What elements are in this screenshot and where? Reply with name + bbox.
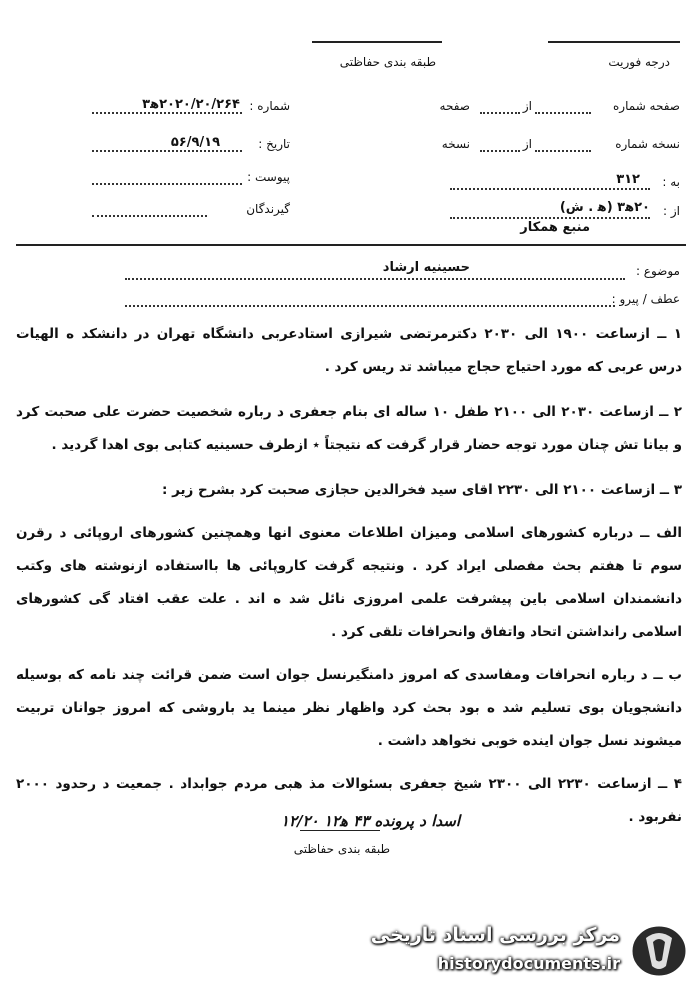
copy-total-dots bbox=[480, 150, 520, 152]
to-dots bbox=[450, 188, 650, 190]
reference-label: عطف / پیرو : bbox=[611, 292, 680, 306]
date-value: ۵۶/۹/۱۹ bbox=[170, 135, 220, 150]
page-of-label: از bbox=[522, 99, 532, 113]
number-dots bbox=[92, 112, 242, 114]
page-word-label: صفحه bbox=[439, 99, 470, 113]
copy-of-label: از bbox=[522, 137, 532, 151]
copy-word-label: نسخه bbox=[441, 137, 470, 151]
watermark-title: مرکز بررسی اسناد تاریخی bbox=[370, 924, 620, 946]
recipients-dots bbox=[92, 215, 207, 217]
paragraph-5: ب ــ د رباره انحرافات ومفاسدی که امروز دامنگیرنسل جوان است ضمن قرائت چند نامه که بوسیله دانشجویان بوی تسلیم شد ه بود بحث کرد واظهار نظر مینما ید باروشی که امروز جوانان تربیت میشوند نسل جوان اینده خوبی نخواهد داشت . bbox=[16, 667, 682, 749]
from-label: از : bbox=[663, 204, 680, 218]
paragraph-6: ۴ ــ ازساعت ۲۲۳۰ الی ۲۳۰۰ شیخ جعفری بسئوالات مذ هبی مردم جوابداد . جمعیت د رحدود ۲۰۰۰ نفربود . bbox=[16, 776, 682, 825]
from-dots bbox=[450, 217, 650, 219]
page-number-dots bbox=[535, 112, 591, 114]
date-dots bbox=[92, 150, 242, 152]
subject-value: حسینیه ارشاد bbox=[382, 260, 470, 275]
priority-label: درجه فوریت bbox=[608, 55, 670, 69]
attachment-dots bbox=[92, 183, 242, 185]
to-label: به : bbox=[662, 175, 680, 189]
signature-underline bbox=[300, 830, 380, 831]
footer-classification-label: طبقه بندی حفاظتی bbox=[293, 842, 390, 856]
copy-number-dots bbox=[535, 150, 591, 152]
attachment-label: پیوست : bbox=[247, 170, 290, 184]
to-value: ۳۱۲ bbox=[616, 172, 640, 187]
from-value: ۲۰ه‍۳ (ه‍ . ش) bbox=[559, 200, 650, 215]
paragraph-2: ۲ ــ ازساعت ۲۰۳۰ الی ۲۱۰۰ طفل ۱۰ ساله ای بنام جعفری د رباره شخصیت حضرت علی صحبت کرد و بیانا تش چنان مورد توجه حضار قرار گرفت که نتیجتاً ٭ ازطرف حسینیه کتابی بوی اهدا گردید . bbox=[16, 404, 682, 453]
date-label: تاریخ : bbox=[258, 137, 290, 151]
source-label: منبع همکار bbox=[520, 220, 590, 235]
copy-number-label: نسخه شماره bbox=[615, 137, 680, 151]
watermark bbox=[370, 920, 692, 982]
paragraph-3: ۳ ــ ازساعت ۲۱۰۰ الی ۲۲۳۰ اقای سید فخرالدین حجازی صحبت کرد بشرح زیر : bbox=[161, 482, 682, 498]
recipients-label: گیرندگان bbox=[246, 202, 290, 216]
page-total-dots bbox=[480, 112, 520, 114]
watermark-url: historydocuments.ir bbox=[437, 954, 620, 973]
priority-line bbox=[548, 41, 680, 43]
body-text bbox=[16, 318, 682, 834]
paragraph-4: الف ــ درباره کشورهای اسلامی ومیزان اطلاعات معنوی انها وهمچنین کشورهای اروپائی د رقرن سوم تا هفتم بحث مفصلی ایراد کرد . ونتیجه گرفت کاروپائی ها بااستفاده ازنوشته های وکتب دانشمندان اسلامی باین پیشرفت علمی امروزی نائل شد ه اند . علت عقب افتاد گی کشورهای اسلامی رانداشتن اتحاد واتفاق وانحرافات تلقی کرد . bbox=[16, 525, 682, 640]
classification-label: طبقه بندی حفاظتی bbox=[339, 55, 436, 69]
subject-dots bbox=[125, 278, 625, 280]
number-label: شماره : bbox=[249, 99, 290, 113]
paragraph-1: ۱ ــ ازساعت ۱۹۰۰ الی ۲۰۳۰ دکترمرتضی شیرازی استادعربی دانشگاه تهران در دانشکد ه الهیات درس عربی که مورد احتیاج حجاج میباشد تد ریس کرد . bbox=[16, 326, 682, 375]
handwritten-signature: اسدا د پرونده ۴۳ ه‍۱۲ ۱۲/۲۰ bbox=[280, 812, 460, 830]
page-number-label: صفحه شماره bbox=[613, 99, 680, 113]
archive-logo-icon bbox=[626, 920, 692, 982]
header-divider bbox=[16, 244, 686, 246]
reference-dots bbox=[125, 305, 615, 307]
subject-label: موضوع : bbox=[635, 264, 680, 278]
number-value: ۲۰۲۰/۲۰/۲۶۴ه‍۳ bbox=[142, 97, 240, 112]
classification-line bbox=[312, 41, 442, 43]
